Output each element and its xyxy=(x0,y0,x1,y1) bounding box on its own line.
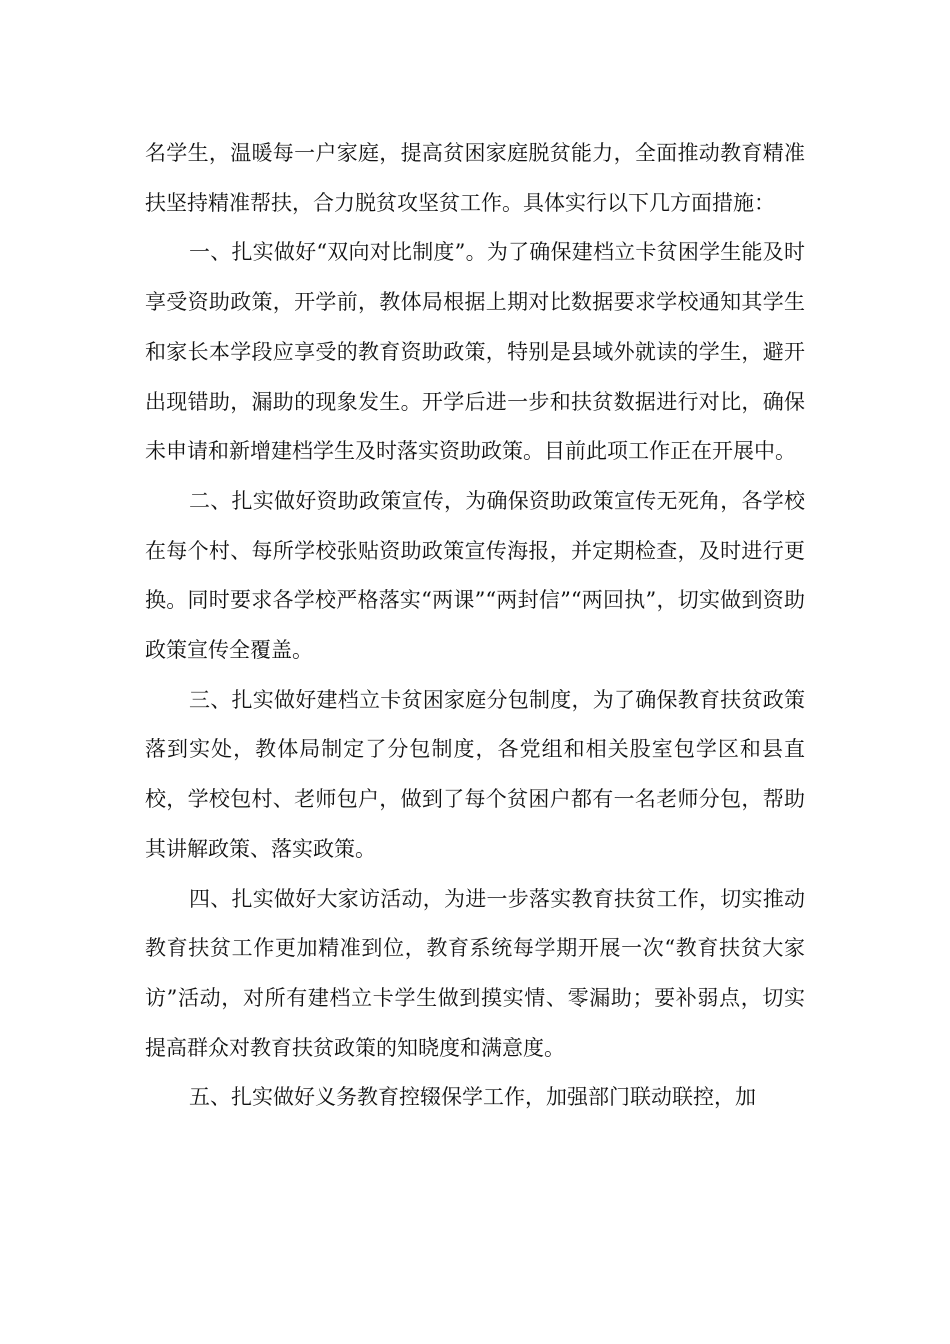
paragraph-measure-2: 二、扎实做好资助政策宣传，为确保资助政策宣传无死角，各学校在每个村、每所学校张贴资助政策宣传海报，并定期检查，及时进行更换。同时要求各学校严格落实“两课”“两封信”“两回执”，切实做到资助政策宣传全覆盖。 xyxy=(145,488,805,663)
paragraph-continued: 名学生，温暖每一户家庭，提高贫困家庭脱贫能力，全面推动教育精准扶坚持精准帮扶，合力脱贫攻坚贫工作。具体实行以下几方面措施： xyxy=(145,141,805,215)
paragraph-measure-3: 三、扎实做好建档立卡贫困家庭分包制度，为了确保教育扶贫政策落到实处，教体局制定了分包制度，各党组和相关股室包学区和县直校，学校包村、老师包户，做到了每个贫困户都有一名老师分包，帮助其讲解政策、落实政策。 xyxy=(145,687,805,861)
document-body xyxy=(145,129,805,1123)
paragraph-measure-4: 四、扎实做好大家访活动，为进一步落实教育扶贫工作，切实推动教育扶贫工作更加精准到位，教育系统每学期开展一次“教育扶贫大家访”活动，对所有建档立卡学生做到摸实情、零漏助；要补弱点，切实提高群众对教育扶贫政策的知晓度和满意度。 xyxy=(145,886,805,1060)
paragraph-measure-5: 五、扎实做好义务教育控辍保学工作，加强部门联动联控，加 xyxy=(189,1085,756,1110)
paragraph-measure-1: 一、扎实做好“双向对比制度”。为了确保建档立卡贫困学生能及时享受资助政策，开学前，教体局根据上期对比数据要求学校通知其学生和家长本学段应享受的教育资助政策，特别是县域外就读的学生，避开出现错助，漏助的现象发生。开学后进一步和扶贫数据进行对比，确保未申请和新增建档学生及时落实资助政策。目前此项工作正在开展中。 xyxy=(145,240,805,464)
